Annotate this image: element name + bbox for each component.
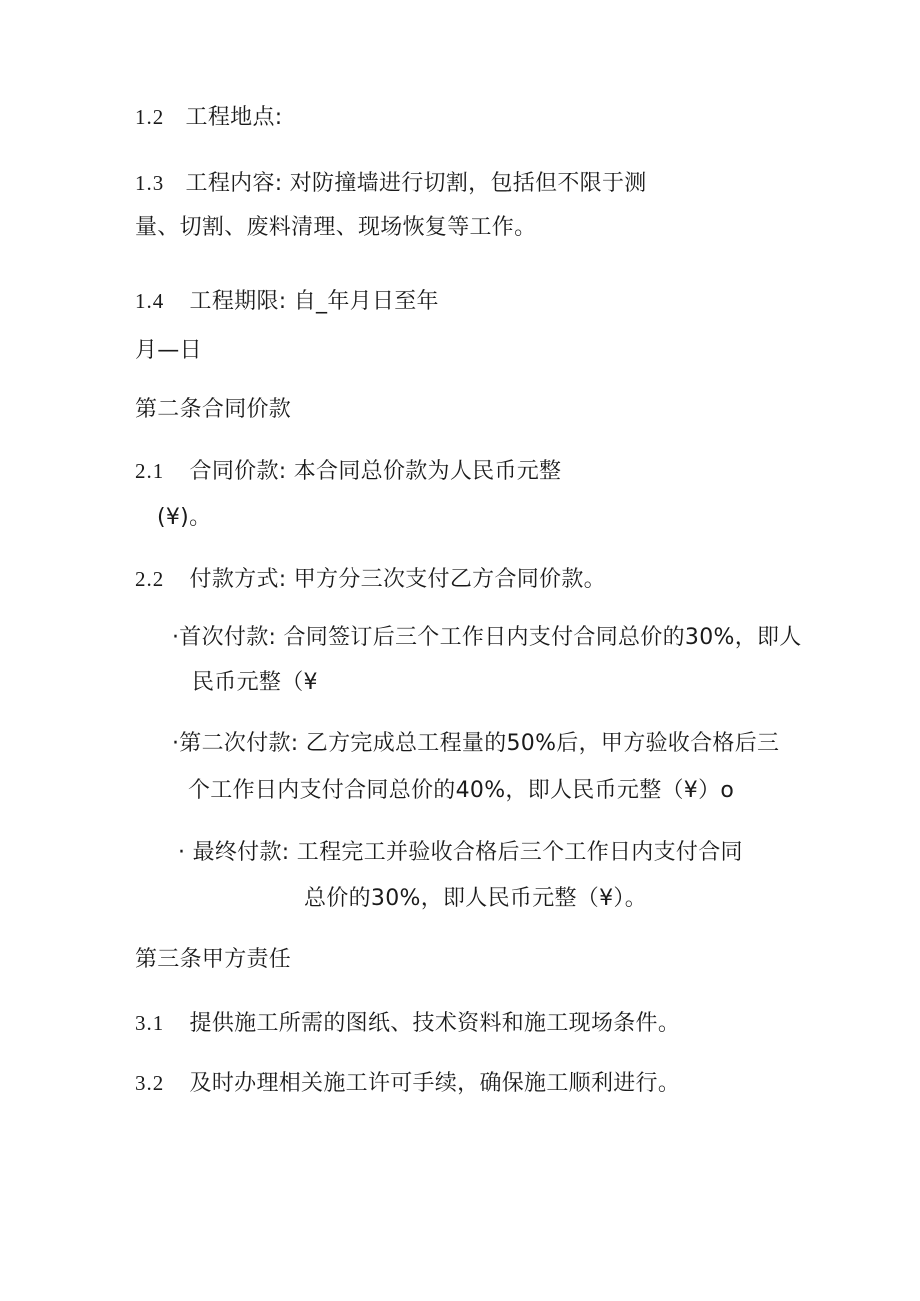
payment-item-final-continuation: 总价的30%，即人民币元整（¥）。	[304, 886, 647, 911]
clause-3-1	[135, 1008, 680, 1039]
clause-number: 2.1	[135, 459, 165, 483]
article-3-title: 第三条甲方责任	[135, 947, 292, 972]
clause-text: 提供施工所需的图纸、技术资料和施工现场条件。	[189, 1011, 681, 1036]
payment-item-final: · 最终付款: 工程完工并验收合格后三个工作日内支付合同	[178, 840, 743, 865]
payment-item-second-continuation: 个工作日内支付合同总价的40%，即人民币元整（¥）o	[188, 778, 735, 803]
clause-1-4	[135, 286, 439, 317]
clause-text: 及时办理相关施工许可手续，确保施工顺利进行。	[189, 1071, 681, 1096]
clause-2-1-continuation: (¥)。	[157, 505, 212, 530]
clause-number: 3.1	[135, 1011, 165, 1035]
clause-1-3	[135, 168, 647, 199]
payment-item-first-continuation: 民币元整（¥	[192, 670, 318, 695]
clause-1-4-continuation: 月—日	[135, 338, 202, 363]
clause-text: 付款方式: 甲方分三次支付乙方合同价款。	[189, 567, 606, 592]
clause-1-3-continuation: 量、切割、废料清理、现场恢复等工作。	[135, 215, 537, 240]
clause-3-2	[135, 1068, 680, 1099]
clause-number: 1.3	[135, 171, 165, 195]
payment-item-second: ·第二次付款: 乙方完成总工程量的50%后，甲方验收合格后三	[172, 731, 780, 756]
clause-text: 合同价款: 本合同总价款为人民币元整	[189, 459, 562, 484]
clause-number: 3.2	[135, 1071, 165, 1095]
article-2-title: 第二条合同价款	[135, 397, 292, 422]
clause-number: 2.2	[135, 567, 165, 591]
clause-text: 工程地点:	[185, 105, 283, 130]
payment-item-first: ·首次付款: 合同签订后三个工作日内支付合同总价的30%，即人	[172, 625, 802, 650]
clause-2-1	[135, 456, 561, 487]
clause-number: 1.2	[135, 105, 165, 129]
clause-2-2	[135, 564, 606, 595]
clause-text: 工程期限: 自_年月日至年	[189, 289, 439, 314]
clause-text: 工程内容: 对防撞墙进行切割，包括但不限于测	[185, 171, 647, 196]
clause-1-2	[135, 102, 282, 133]
clause-number: 1.4	[135, 289, 165, 313]
